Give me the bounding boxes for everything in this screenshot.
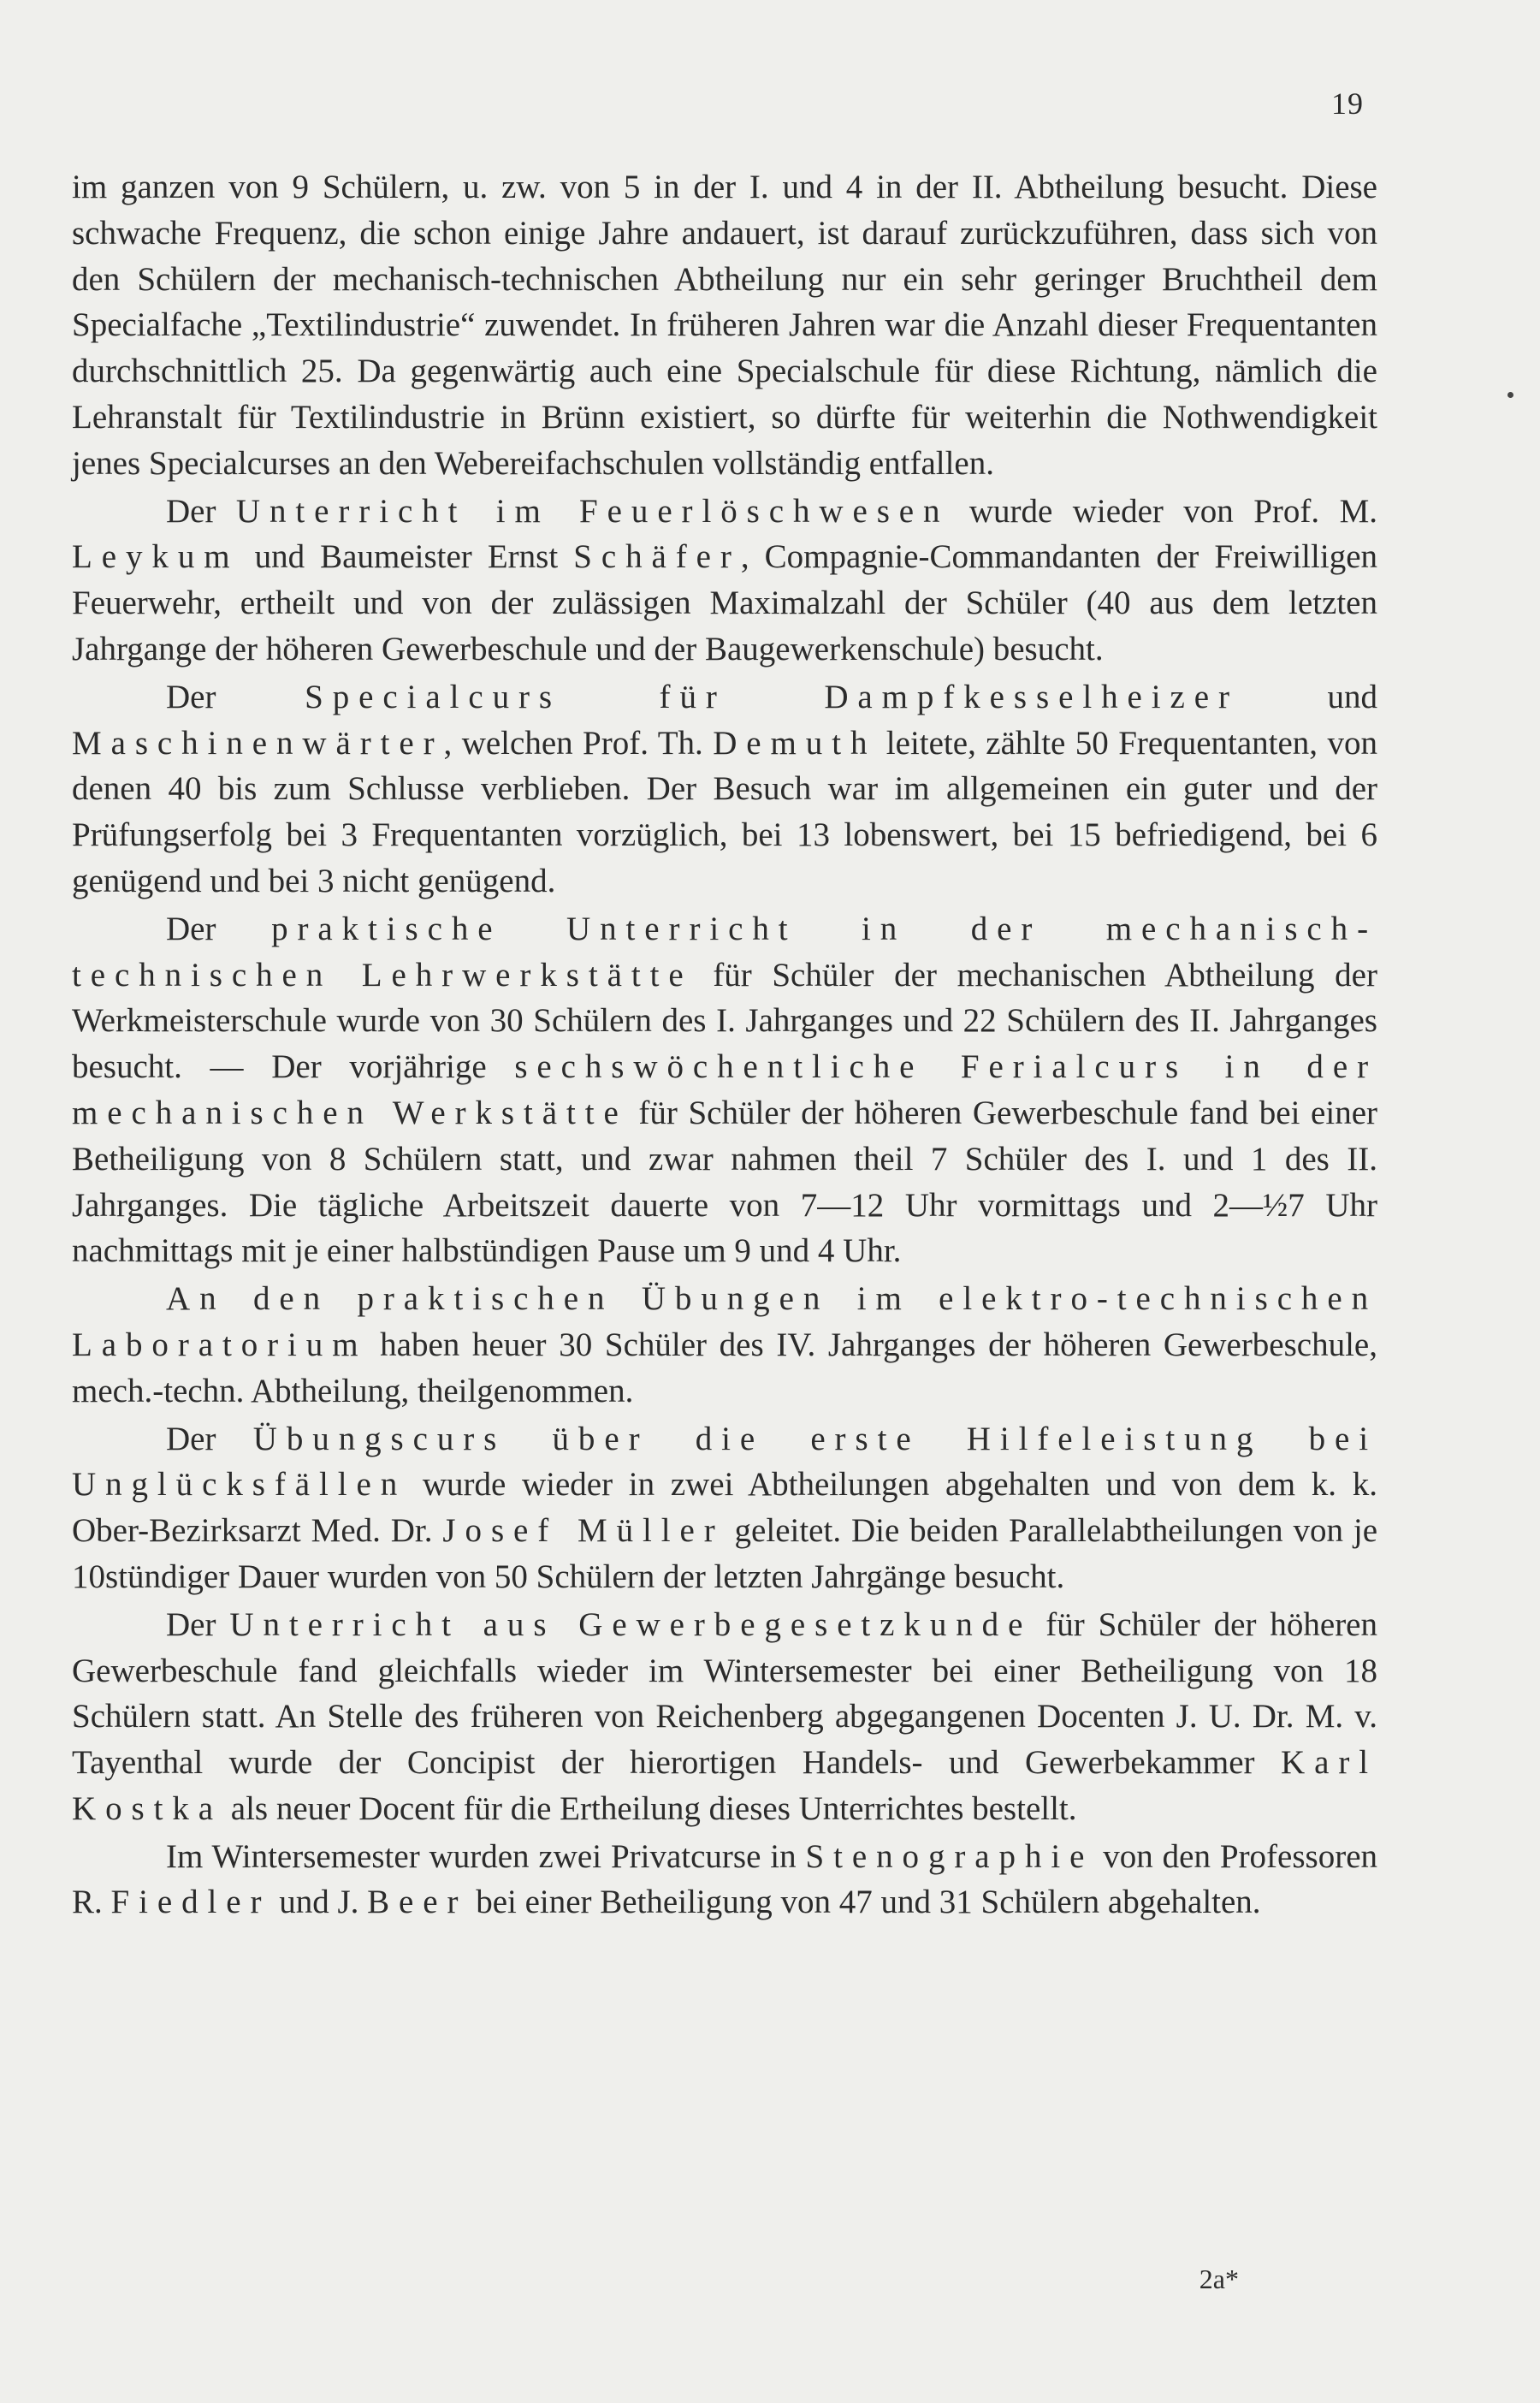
emphasis: Schäfer — [573, 538, 741, 576]
emphasis: An den praktischen Übungen im elektro-technischen Laboratorium — [72, 1280, 1377, 1363]
paragraph-1: im ganzen von 9 Schülern, u. zw. von 5 in der I. und 4 in der II. Abtheilung besucht. Diese schwache Frequenz, die schon einige Jahre andauert, ist darauf zurückzuführen, dass sich von den Schülern der mechanisch-technischen Abtheilung nur ein sehr geringer Bruchtheil dem Specialfache „Textilindustrie“ zuwendet. In früheren Jahren war die Anzahl dieser Frequentanten durchschnittlich 25. Da gegenwärtig auch eine Specialschule für diese Richtung, nämlich die Lehranstalt für Textilindustrie in Brünn existiert, so dürfte für weiterhin die Nothwendigkeit jenes Specialcurses an den Webereifachschulen vollständig entfallen. — [72, 169, 1377, 482]
emphasis: praktische Unterricht in der mechanisch-technischen Lehrwerkstätte — [72, 910, 1377, 994]
paragraph-stenography: Im Wintersemester wurden zwei Privatcurse in Stenographie von den Professoren R. Fiedler und J. Beer bei einer Betheiligung von 47 und 31 Schülern abgehalten. — [72, 1837, 1378, 1921]
emphasis: Unterricht aus Gewerbegesetzkunde — [229, 1605, 1033, 1643]
emphasis: Josef Müller — [442, 1512, 725, 1550]
paragraph-boiler-course: Der Specialcurs für Dampfkesselheizer und Maschinenwärter, welchen Prof. Th. Demuth leitete, zählte 50 Frequentanten, von denen 40 bis zum Schlusse verblieben. Der Besuch war im allgemeinen ein guter und der Prüfungserfolg bei 3 Frequentanten vorzüglich, bei 13 lobenswert, bei 15 befriedigend, bei 6 genügend und bei 3 nicht genügend. — [72, 678, 1377, 899]
emphasis: sechswöchentliche Ferialcurs in der mechanischen Werkstätte — [72, 1048, 1377, 1131]
emphasis: Demuth — [713, 724, 877, 762]
paragraph-trade-law: Der Unterricht aus Gewerbegesetzkunde für Schüler der höheren Gewerbeschule fand gleichfalls wieder im Wintersemester bei einer Betheiligung von 18 Schülern statt. An Stelle des früheren von Reichenberg abgegangenen Docenten J. U. Dr. M. v. Tayenthal wurde der Concipist der hierortigen Handels- und Gewerbekammer Karl Kostka als neuer Docent für die Ertheilung dieses Unterrichtes bestellt. — [72, 1605, 1377, 1827]
paragraph-electro-lab: An den praktischen Übungen im elektro-technischen Laboratorium haben heuer 30 Schüler des IV. Jahrganges der höheren Gewerbeschule, mech.-techn. Abtheilung, theilgenommen. — [72, 1280, 1377, 1409]
emphasis: Fiedler — [110, 1884, 271, 1921]
print-speck — [1507, 392, 1513, 398]
signature-mark: 2a* — [1199, 2264, 1239, 2294]
emphasis: Stenographie — [805, 1837, 1094, 1875]
page-number: 19 — [1331, 86, 1364, 121]
paragraph-fire-fighting-course: Der Unterricht im Feuerlöschwesen wurde wieder von Prof. M. Leykum und Baumeister Ernst Schäfer, Compagnie-Commandanten der Freiwilligen Feuerwehr, ertheilt und von der zulässigen Maximalzahl der Schüler (40 aus dem letzten Jahrgange der höheren Gewerbeschule und der Baugewerkenschule) besucht. — [72, 492, 1378, 668]
emphasis: Maschinenwärter — [72, 724, 444, 762]
emphasis: Unterricht im Feuerlöschwesen — [235, 492, 950, 530]
emphasis: Beer — [367, 1884, 468, 1921]
emphasis: Karl Kostka — [72, 1744, 1377, 1827]
emphasis: Übungscurs über die erste Hilfeleistung bei Unglücksfällen — [72, 1420, 1377, 1504]
paragraph-first-aid-course: Der Übungscurs über die erste Hilfeleistung bei Unglücksfällen wurde wieder in zwei Abtheilungen abgehalten und von dem k. k. Ober-Bezirksarzt Med. Dr. Josef Müller geleitet. Die beiden Parallelabtheilungen von je 10stündiger Dauer wurden von 50 Schülern der letzten Jahrgänge besucht. — [72, 1420, 1378, 1595]
fraction: ½ — [1263, 1186, 1288, 1224]
paragraph-workshop-instruction: Der praktische Unterricht in der mechanisch-technischen Lehrwerkstätte für Schüler der mechanischen Abtheilung der Werkmeisterschule wurde von 30 Schülern des I. Jahrganges und 22 Schülern des II. Jahrganges besucht. — Der vorjährige sechswöchentliche Ferialcurs in der mechanischen Werkstätte für Schüler der höheren Gewerbeschule fand bei einer Betheiligung von 8 Schülern statt, und zwar nahmen theil 7 Schüler des I. und 1 des II. Jahrganges. Die tägliche Arbeitszeit dauerte von 7—12 Uhr vormittags und 2—½7 Uhr nachmittags mit je einer halbstündigen Pause um 9 und 4 Uhr. — [72, 910, 1377, 1270]
body-text — [72, 164, 1377, 1925]
emphasis: Specialcurs für Dampfkesselheizer — [305, 678, 1239, 715]
emphasis: Leykum — [72, 538, 240, 576]
